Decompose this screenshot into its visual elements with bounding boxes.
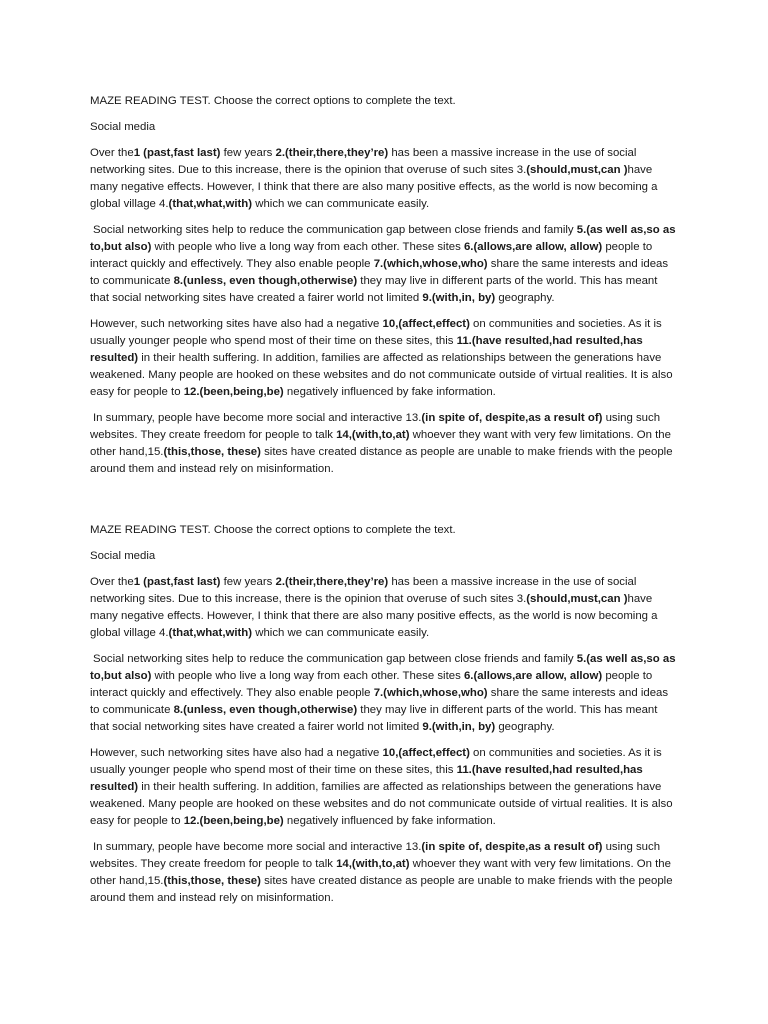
paragraph-3 <box>90 316 678 401</box>
text-run: However, such networking sites have also had a negative <box>90 747 383 759</box>
worksheet-subtitle: Social media <box>90 121 156 133</box>
text-run: In summary, people have become more social and interactive 13. <box>93 841 422 853</box>
text-run: geography. <box>495 292 555 304</box>
text-run: share the same interests and ideas to communicate <box>90 687 669 716</box>
text-run: Social networking sites help to reduce the communication gap between close friends and family <box>93 653 577 665</box>
worksheet-copy-1 <box>90 93 678 487</box>
text-run: have many negative effects. However, I think that there are also many positive effects, as the world is now becoming a global village 4. <box>90 164 658 210</box>
text-run: Over the <box>90 147 134 159</box>
worksheet-title: MAZE READING TEST. Choose the correct options to complete the text. <box>90 524 456 536</box>
answer-options: (this,those, these) <box>163 875 261 887</box>
answer-options: 2.(their,there,they’re) <box>275 147 389 159</box>
answer-options: 10,(affect,effect) <box>382 747 470 759</box>
text-run: In summary, people have become more social and interactive 13. <box>93 412 422 424</box>
text-run: few years <box>220 147 276 159</box>
text-run: they may live in different parts of the world. This has meant that social networking sites have created a fairer world not limited <box>90 704 658 733</box>
answer-options: 6.(allows,are allow, allow) <box>463 670 603 682</box>
text-run: which we can communicate easily. <box>252 627 430 639</box>
answer-options: (that,what,with) <box>168 198 253 210</box>
answer-options: 12.(been,being,be) <box>183 386 284 398</box>
worksheet-subtitle: Social media <box>90 550 156 562</box>
text-run: with people who live a long way from each other. These sites <box>151 670 464 682</box>
text-run: Social networking sites help to reduce the communication gap between close friends and family <box>93 224 577 236</box>
paragraph-2 <box>90 651 678 736</box>
text-run: in their health suffering. In addition, families are affected as relationships between the generations have weakened. Many people are hooked on these websites and do not communicate outside of virtual realities. It is also easy for people to <box>90 781 673 827</box>
answer-options: 2.(their,there,they’re) <box>275 576 389 588</box>
answer-options: 14,(with,to,at) <box>336 429 410 441</box>
paragraph-1 <box>90 145 678 213</box>
text-run: people to interact quickly and effectively. They also enable people <box>90 241 653 270</box>
text-run: few years <box>220 576 276 588</box>
text-run: However, such networking sites have also had a negative <box>90 318 383 330</box>
answer-options: 14,(with,to,at) <box>336 858 410 870</box>
text-run: share the same interests and ideas to communicate <box>90 258 669 287</box>
answer-options: 11.(have resulted,had resulted,has resulted) <box>90 764 643 793</box>
answer-options: (in spite of, despite,as a result of) <box>421 412 603 424</box>
paragraph-4 <box>90 839 678 907</box>
answer-options: (that,what,with) <box>168 627 253 639</box>
answer-options: (should,must,can ) <box>526 164 628 176</box>
answer-options: 9.(with,in, by) <box>422 292 496 304</box>
answer-options: 6.(allows,are allow, allow) <box>463 241 603 253</box>
text-run: people to interact quickly and effectively. They also enable people <box>90 670 653 699</box>
text-run: whoever they want with very few limitations. On the other hand,15. <box>90 858 671 887</box>
paragraph-1 <box>90 574 678 642</box>
answer-options: 12.(been,being,be) <box>183 815 284 827</box>
answer-options: (in spite of, despite,as a result of) <box>421 841 603 853</box>
text-run: has been a massive increase in the use of social networking sites. Due to this increase, there is the opinion that overuse of such sites 3. <box>90 147 637 176</box>
worksheet-title: MAZE READING TEST. Choose the correct options to complete the text. <box>90 95 456 107</box>
answer-options: (should,must,can ) <box>526 593 628 605</box>
text-run: in their health suffering. In addition, families are affected as relationships between the generations have weakened. Many people are hooked on these websites and do not communicate outside of virtual realities. It is also easy for people to <box>90 352 673 398</box>
answer-options: 10,(affect,effect) <box>382 318 470 330</box>
text-run: sites have created distance as people are unable to make friends with the people around them and instead rely on misinformation. <box>90 875 673 904</box>
text-run: which we can communicate easily. <box>252 198 430 210</box>
text-run: using such websites. They create freedom for people to talk <box>90 841 661 870</box>
answer-options: 5.(as well as,so as to,but also) <box>90 653 676 682</box>
paragraph-3 <box>90 745 678 830</box>
answer-options: 8.(unless, even though,otherwise) <box>173 704 358 716</box>
text-run: have many negative effects. However, I think that there are also many positive effects, as the world is now becoming a global village 4. <box>90 593 658 639</box>
answer-options: 7.(which,whose,who) <box>373 687 488 699</box>
text-run: using such websites. They create freedom for people to talk <box>90 412 661 441</box>
answer-options: 5.(as well as,so as to,but also) <box>90 224 676 253</box>
answer-options: (this,those, these) <box>163 446 261 458</box>
text-run: whoever they want with very few limitations. On the other hand,15. <box>90 429 671 458</box>
answer-options: 1 (past,fast last) <box>133 576 221 588</box>
text-run: geography. <box>495 721 555 733</box>
text-run: they may live in different parts of the world. This has meant that social networking sites have created a fairer world not limited <box>90 275 658 304</box>
text-run: Over the <box>90 576 134 588</box>
text-run: negatively influenced by fake information. <box>283 386 496 398</box>
text-run: on communities and societies. As it is usually younger people who spend most of their time on these sites, this <box>90 747 662 776</box>
text-run: has been a massive increase in the use of social networking sites. Due to this increase, there is the opinion that overuse of such sites 3. <box>90 576 637 605</box>
answer-options: 11.(have resulted,had resulted,has resulted) <box>90 335 643 364</box>
text-run: sites have created distance as people are unable to make friends with the people around them and instead rely on misinformation. <box>90 446 673 475</box>
text-run: negatively influenced by fake information. <box>283 815 496 827</box>
answer-options: 7.(which,whose,who) <box>373 258 488 270</box>
paragraph-4 <box>90 410 678 478</box>
text-run: on communities and societies. As it is usually younger people who spend most of their time on these sites, this <box>90 318 662 347</box>
text-run: with people who live a long way from each other. These sites <box>151 241 464 253</box>
worksheet-copy-2 <box>90 522 678 916</box>
answer-options: 9.(with,in, by) <box>422 721 496 733</box>
answer-options: 1 (past,fast last) <box>133 147 221 159</box>
answer-options: 8.(unless, even though,otherwise) <box>173 275 358 287</box>
paragraph-2 <box>90 222 678 307</box>
